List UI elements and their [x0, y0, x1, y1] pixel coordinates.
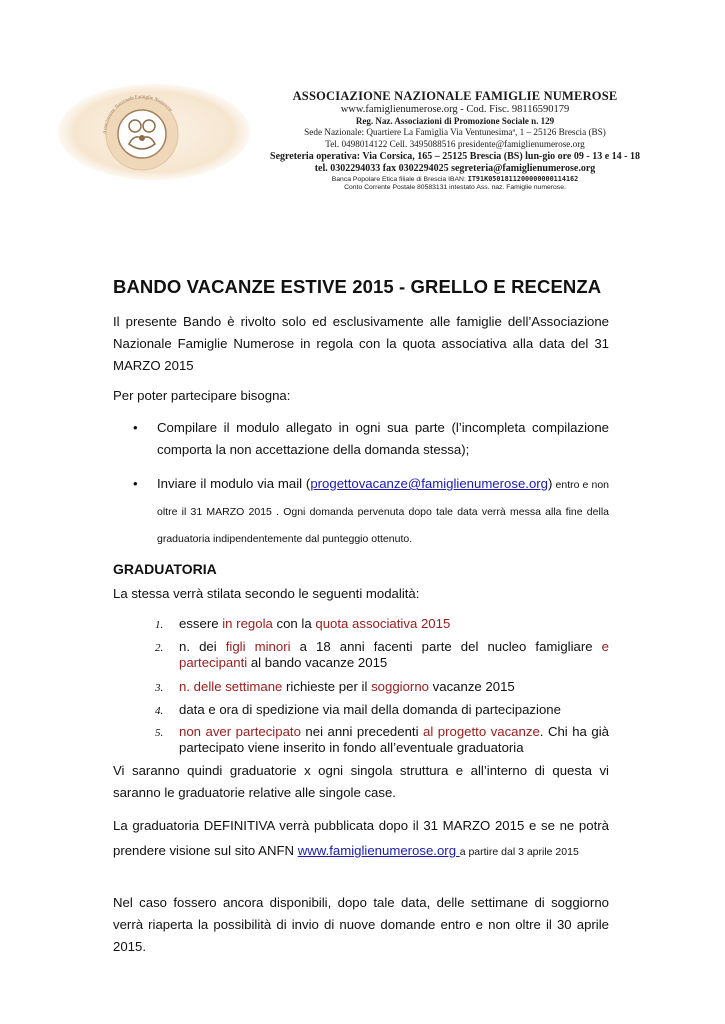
list-text: n. dei: [179, 639, 226, 654]
graduatoria-intro: La stessa verrà stilata secondo le seguenti modalità:: [113, 586, 420, 601]
sede-nazionale: Sede Nazionale: Quartiere La Famiglia Via Ventunesimaª, 1 – 25126 Brescia (BS): [304, 127, 606, 137]
bullet-small-text: entro e non oltre il 31 MARZO 2015 . Ogni domanda pervenuta dopo tale data verrà messa alla fine della graduatoria indipendentemente dal punteggio ottenuto.: [157, 479, 609, 545]
list-text: al bando vacanze 2015: [247, 655, 388, 670]
website-link[interactable]: www.famiglienumerose.org: [297, 843, 460, 858]
iban-code: IT91K0501811200000000114162: [467, 175, 579, 183]
iban-line: [240, 175, 670, 183]
list-text-highlight: al progetto vacanze: [423, 724, 540, 739]
list-text: richieste per il: [282, 679, 372, 694]
requirements-intro: Per poter partecipare bisogna:: [113, 388, 291, 403]
bullet-item: [133, 471, 609, 552]
graduatoria-heading: GRADUATORIA: [113, 561, 217, 577]
list-text: essere: [179, 616, 223, 631]
list-number: 5.: [155, 727, 164, 739]
list-text: vacanze 2015: [428, 679, 515, 694]
intro-paragraph: Il presente Bando è rivolto solo ed esclusivamente alle famiglie dell’Associazione Nazionale Famiglie Numerose in regola con la quota associativa alla data del 31 MARZO 2015: [113, 314, 609, 373]
logo-ring-text: Associazione Nazionale Famiglie Numerose: [102, 94, 173, 135]
bullet-text: Compilare il modulo allegato in ogni sua parte (l’incompleta compilazione comporta la non accettazione della domanda stessa);: [157, 420, 609, 457]
definitive-paragraph: [113, 813, 609, 865]
list-text: data e ora di spedizione via mail della domanda di partecipazione: [179, 702, 561, 717]
structures-paragraph: Vi saranno quindi graduatorie x ogni singola struttura e all’interno di questa vi saranno le graduatorie relative alle singole case.: [113, 763, 609, 800]
family-logo-icon: [54, 82, 254, 182]
iban-prefix: Banca Popolare Etica filiale di Brescia IBAN:: [331, 176, 468, 183]
org-name: ASSOCIAZIONE NAZIONALE FAMIGLIE NUMEROSE: [292, 89, 618, 103]
list-text-highlight: figli minori: [225, 639, 291, 654]
list-item: [155, 679, 609, 695]
paragraph-small-text: a partire dal 3 aprile 2015: [459, 846, 579, 858]
list-item: [155, 639, 609, 671]
page-title: BANDO VACANZE ESTIVE 2015 - GRELLO E RECENZA: [113, 276, 602, 297]
list-number: 2.: [155, 642, 164, 654]
bullet-icon: •: [133, 420, 138, 435]
phone-email-line: Tel. 0498014122 Cell. 3495088516 presidente@famiglienumerose.org: [325, 139, 585, 149]
bullet-item: [133, 417, 609, 461]
list-text: a 18 anni facenti parte del nucleo famigliare: [290, 639, 602, 654]
list-text-highlight: n. delle settimane: [179, 679, 283, 694]
segreteria-line: Segreteria operativa: Via Corsica, 165 – 25125 Brescia (BS) lun-gio ore 09 - 13 e 14 - 18: [270, 151, 640, 162]
association-logo: [54, 82, 254, 182]
bullet-icon: •: [133, 476, 138, 491]
list-number: 1.: [155, 619, 164, 631]
list-text-highlight: e partecipanti: [179, 639, 609, 670]
paragraph-text: La graduatoria DEFINITIVA verrà pubblicata dopo il 31 MARZO 2015 e se ne potrà prendere visione sul sito ANFN: [113, 818, 609, 858]
bullet-text: Inviare il modulo via mail (: [157, 476, 311, 491]
list-text: nei anni precedenti: [300, 724, 424, 739]
list-item: [155, 702, 609, 718]
list-text-highlight: quota associativa 2015: [315, 616, 451, 631]
list-text: . Chi ha già partecipato viene inserito in fondo all’eventuale graduatoria: [179, 724, 609, 755]
list-text: con la: [272, 616, 316, 631]
reopening-paragraph: Nel caso fossero ancora disponibili, dopo tale data, delle settimane di soggiorno verrà riaperta la possibilità di invio di nuove domande entro e non oltre il 30 aprile 2015.: [113, 895, 609, 954]
list-text-highlight: soggiorno: [371, 679, 429, 694]
website-codfisc: www.famiglienumerose.org - Cod. Fisc. 98116590179: [340, 104, 570, 115]
list-item: [155, 616, 609, 632]
list-number: 3.: [155, 682, 164, 694]
list-item: [155, 724, 609, 756]
list-number: 4.: [155, 705, 164, 717]
ccp-line: Conto Corrente Postale 80583131 intestato Ass. naz. Famiglie numerose.: [344, 184, 566, 191]
bullet-text: ): [548, 476, 553, 491]
email-link[interactable]: progettovacanze@famiglienumerose.org: [310, 476, 549, 491]
list-text-highlight: in regola: [222, 616, 273, 631]
list-text-highlight: non aver partecipato: [179, 724, 301, 739]
registration-line: Reg. Naz. Associazioni di Promozione Sociale n. 129: [355, 116, 555, 126]
telfax-line: tel. 0302294033 fax 0302294025 segreteria@famiglienumerose.org: [314, 163, 596, 174]
